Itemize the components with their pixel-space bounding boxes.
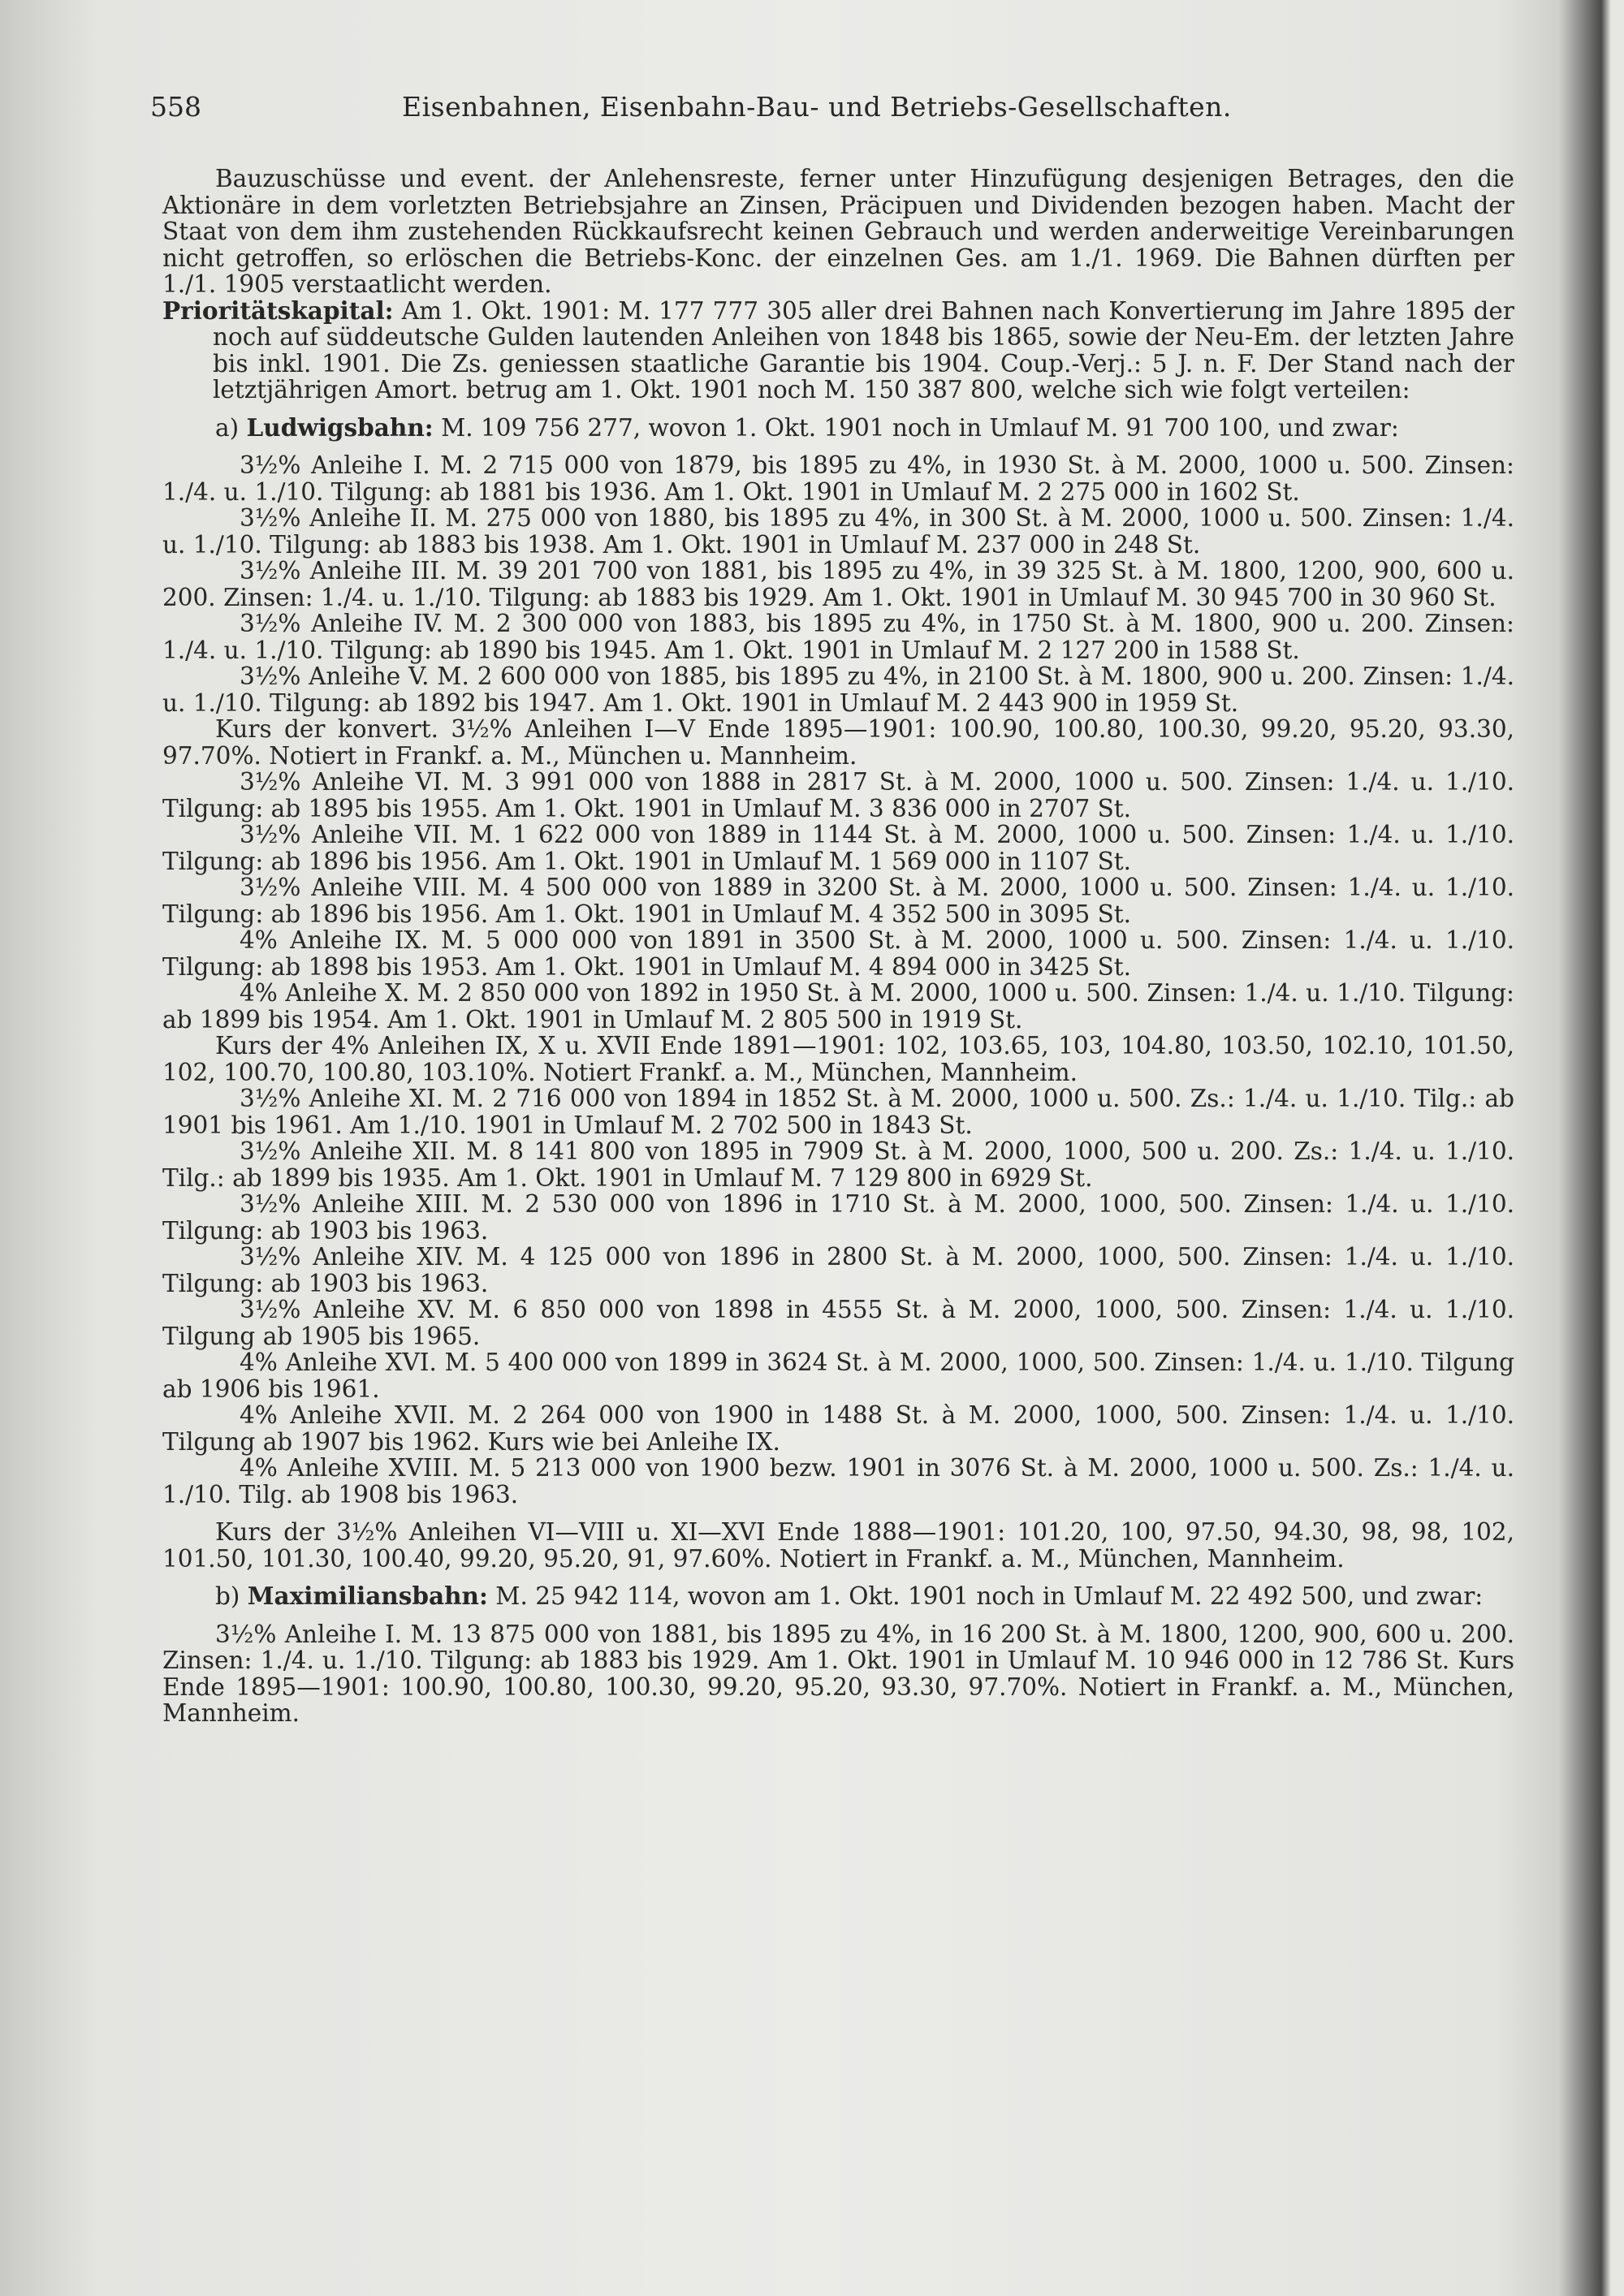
kurs-note: Kurs der konvert. 3½% Anleihen I—V Ende 1895—1901: 100.90, 100.80, 100.30, 99.20, 95.20, 93.30, 97.70%. Notiert in Frankf. a. M., München u. Mannheim.: [162, 715, 1514, 770]
anleihe-entry: 4% Anleihe XVIII. M. 5 213 000 von 1900 bezw. 1901 in 3076 St. à M. 2000, 1000 u. 500. Zs.: 1./4. u. 1./10. Tilg. ab 1908 bis 1963.: [162, 1454, 1514, 1508]
maximiliansbahn-heading: [162, 1583, 1514, 1610]
anleihe-entry: 4% Anleihe XVI. M. 5 400 000 von 1899 in 3624 St. à M. 2000, 1000, 500. Zinsen: 1./4. u. 1./10. Tilgung ab 1906 bis 1961.: [162, 1349, 1514, 1403]
maximiliansbahn-name: Maximiliansbahn:: [247, 1582, 488, 1610]
ludwigsbahn-prefix: a): [215, 413, 240, 442]
anleihe-entry: 3½% Anleihe I. M. 2 715 000 von 1879, bis 1895 zu 4%, in 1930 St. à M. 2000, 1000 u. 500. Zinsen: 1./4. u. 1./10. Tilgung: ab 1881 bis 1936. Am 1. Okt. 1901 in Umlauf M. 2 275 000 in 1602 St.: [162, 451, 1514, 506]
page-header: [150, 91, 1482, 132]
kurs-note: Kurs der 4% Anleihen IX, X u. XVII Ende 1891—1901: 102, 103.65, 103, 104.80, 103.50, 102.10, 101.50, 102, 100.70, 100.80, 103.10%. Notiert Frankf. a. M., München, Mannheim.: [162, 1032, 1514, 1086]
anleihe-entry: 3½% Anleihe I. M. 13 875 000 von 1881, bis 1895 zu 4%, in 16 200 St. à M. 1800, 1200, 900, 600 u. 200. Zinsen: 1./4. u. 1./10. Tilgung: ab 1883 bis 1929. Am 1. Okt. 1901 in Umlauf M. 10 946 000 in 12 786 St. Kurs Ende 1895—1901: 100.90, 100.80, 100.30, 99.20, 95.20, 93.30, 97.70%. Notiert in Frankf. a. M., München, Mannheim.: [162, 1620, 1514, 1727]
prioritaetskapital-text: Am 1. Okt. 1901: M. 177 777 305 aller drei Bahnen nach Konvertierung im Jahre 1895 der noch auf süddeutsche Gulden lautenden Anleihen von 1848 bis 1865, sowie der Neu-Em. der letzten Jahre bis inkl. 1901. Die Zs. geniessen staatliche Garantie bis 1904. Coup.-Verj.: 5 J. n. F. Der Stand nach der letztjährigen Amort. betrug am 1. Okt. 1901 noch M. 150 387 800, welche sich wie folgt verteilen:: [213, 296, 1514, 404]
anleihe-entry: 4% Anleihe IX. M. 5 000 000 von 1891 in 3500 St. à M. 2000, 1000 u. 500. Zinsen: 1./4. u. 1./10. Tilgung: ab 1898 bis 1953. Am 1. Okt. 1901 in Umlauf M. 4 894 000 in 3425 St.: [162, 926, 1514, 981]
anleihe-entry: 3½% Anleihe VII. M. 1 622 000 von 1889 in 1144 St. à M. 2000, 1000 u. 500. Zinsen: 1./4. u. 1./10. Tilgung: ab 1896 bis 1956. Am 1. Okt. 1901 in Umlauf M. 1 569 000 in 1107 St.: [162, 821, 1514, 875]
maximiliansbahn-text: M. 25 942 114, wovon am 1. Okt. 1901 noch in Umlauf M. 22 492 500, und zwar:: [495, 1582, 1484, 1610]
anleihe-entry: 3½% Anleihe II. M. 275 000 von 1880, bis 1895 zu 4%, in 300 St. à M. 2000, 1000 u. 500. Zinsen: 1./4. u. 1./10. Tilgung: ab 1883 bis 1938. Am 1. Okt. 1901 in Umlauf M. 237 000 in 248 St.: [162, 504, 1514, 559]
anleihe-entry: 3½% Anleihe XIV. M. 4 125 000 von 1896 in 2800 St. à M. 2000, 1000, 500. Zinsen: 1./4. u. 1./10. Tilgung: ab 1903 bis 1963.: [162, 1243, 1514, 1297]
page-body: [162, 166, 1514, 1727]
anleihe-entry: 3½% Anleihe IV. M. 2 300 000 von 1883, bis 1895 zu 4%, in 1750 St. à M. 1800, 900 u. 200. Zinsen: 1./4. u. 1./10. Tilgung: ab 1890 bis 1945. Am 1. Okt. 1901 in Umlauf M. 2 127 200 in 1588 St.: [162, 610, 1514, 664]
anleihe-entry: 3½% Anleihe XI. M. 2 716 000 von 1894 in 1852 St. à M. 2000, 1000 u. 500. Zs.: 1./4. u. 1./10. Tilg.: ab 1901 bis 1961. Am 1./10. 1901 in Umlauf M. 2 702 500 in 1843 St.: [162, 1085, 1514, 1139]
intro-paragraph: Bauzuschüsse und event. der Anlehensreste, ferner unter Hinzufügung desjenigen Betrages, den die Aktionäre in dem vorletzten Betriebsjahre an Zinsen, Präcipuen und Dividenden bezogen haben. Macht der Staat von dem ihm zustehenden Rückkaufsrecht keinen Gebrauch und werden anderweitige Vereinbarungen nicht getroffen, so erlöschen die Betriebs-Konc. der einzelnen Ges. am 1./1. 1969. Die Bahnen dürften per 1./1. 1905 verstaatlicht werden.: [162, 165, 1514, 298]
anleihe-entry: 4% Anleihe X. M. 2 850 000 von 1892 in 1950 St. à M. 2000, 1000 u. 500. Zinsen: 1./4. u. 1./10. Tilgung: ab 1899 bis 1954. Am 1. Okt. 1901 in Umlauf M. 2 805 500 in 1919 St.: [162, 979, 1514, 1034]
running-title: Eisenbahnen, Eisenbahn-Bau- und Betriebs-Gesellschaften.: [402, 91, 1232, 123]
anleihe-entry: 3½% Anleihe VI. M. 3 991 000 von 1888 in 2817 St. à M. 2000, 1000 u. 500. Zinsen: 1./4. u. 1./10. Tilgung: ab 1895 bis 1955. Am 1. Okt. 1901 in Umlauf M. 3 836 000 in 2707 St.: [162, 768, 1514, 822]
anleihe-entry: 3½% Anleihe III. M. 39 201 700 von 1881, bis 1895 zu 4%, in 39 325 St. à M. 1800, 1200, 900, 600 u. 200. Zinsen: 1./4. u. 1./10. Tilgung: ab 1883 bis 1929. Am 1. Okt. 1901 in Umlauf M. 30 945 700 in 30 960 St.: [162, 557, 1514, 611]
kurs-note: Kurs der 3½% Anleihen VI—VIII u. XI—XVI Ende 1888—1901: 101.20, 100, 97.50, 94.30, 98, 98, 102, 101.50, 101.30, 100.40, 99.20, 95.20, 91, 97.60%. Notiert in Frankf. a. M., München, Mannheim.: [162, 1518, 1514, 1573]
anleihe-entry: 4% Anleihe XVII. M. 2 264 000 von 1900 in 1488 St. à M. 2000, 1000, 500. Zinsen: 1./4. u. 1./10. Tilgung ab 1907 bis 1962. Kurs wie bei Anleihe IX.: [162, 1401, 1514, 1456]
ludwigsbahn-text: M. 109 756 277, wovon 1. Okt. 1901 noch in Umlauf M. 91 700 100, und zwar:: [441, 413, 1399, 442]
maximiliansbahn-prefix: b): [215, 1582, 240, 1610]
anleihe-entry: 3½% Anleihe XIII. M. 2 530 000 von 1896 in 1710 St. à M. 2000, 1000, 500. Zinsen: 1./4. u. 1./10. Tilgung: ab 1903 bis 1963.: [162, 1190, 1514, 1245]
anleihe-entry: 3½% Anleihe V. M. 2 600 000 von 1885, bis 1895 zu 4%, in 2100 St. à M. 1800, 900 u. 200. Zinsen: 1./4. u. 1./10. Tilgung: ab 1892 bis 1947. Am 1. Okt. 1901 in Umlauf M. 2 443 900 in 1959 St.: [162, 662, 1514, 717]
anleihe-entry: 3½% Anleihe VIII. M. 4 500 000 von 1889 in 3200 St. à M. 2000, 1000 u. 500. Zinsen: 1./4. u. 1./10. Tilgung: ab 1896 bis 1956. Am 1. Okt. 1901 in Umlauf M. 4 352 500 in 3095 St.: [162, 874, 1514, 928]
anleihe-entry: 3½% Anleihe XII. M. 8 141 800 von 1895 in 7909 St. à M. 2000, 1000, 500 u. 200. Zs.: 1./4. u. 1./10. Tilg.: ab 1899 bis 1935. Am 1. Okt. 1901 in Umlauf M. 7 129 800 in 6929 St.: [162, 1137, 1514, 1192]
prioritaetskapital-paragraph: [162, 298, 1514, 404]
ludwigsbahn-name: Ludwigsbahn:: [246, 412, 434, 442]
anleihe-entry: 3½% Anleihe XV. M. 6 850 000 von 1898 in 4555 St. à M. 2000, 1000, 500. Zinsen: 1./4. u. 1./10. Tilgung ab 1905 bis 1965.: [162, 1296, 1514, 1350]
ludwigsbahn-heading: [162, 412, 1514, 442]
prioritaetskapital-label: Prioritätskapital:: [162, 296, 394, 325]
page-number: 558: [150, 91, 201, 123]
